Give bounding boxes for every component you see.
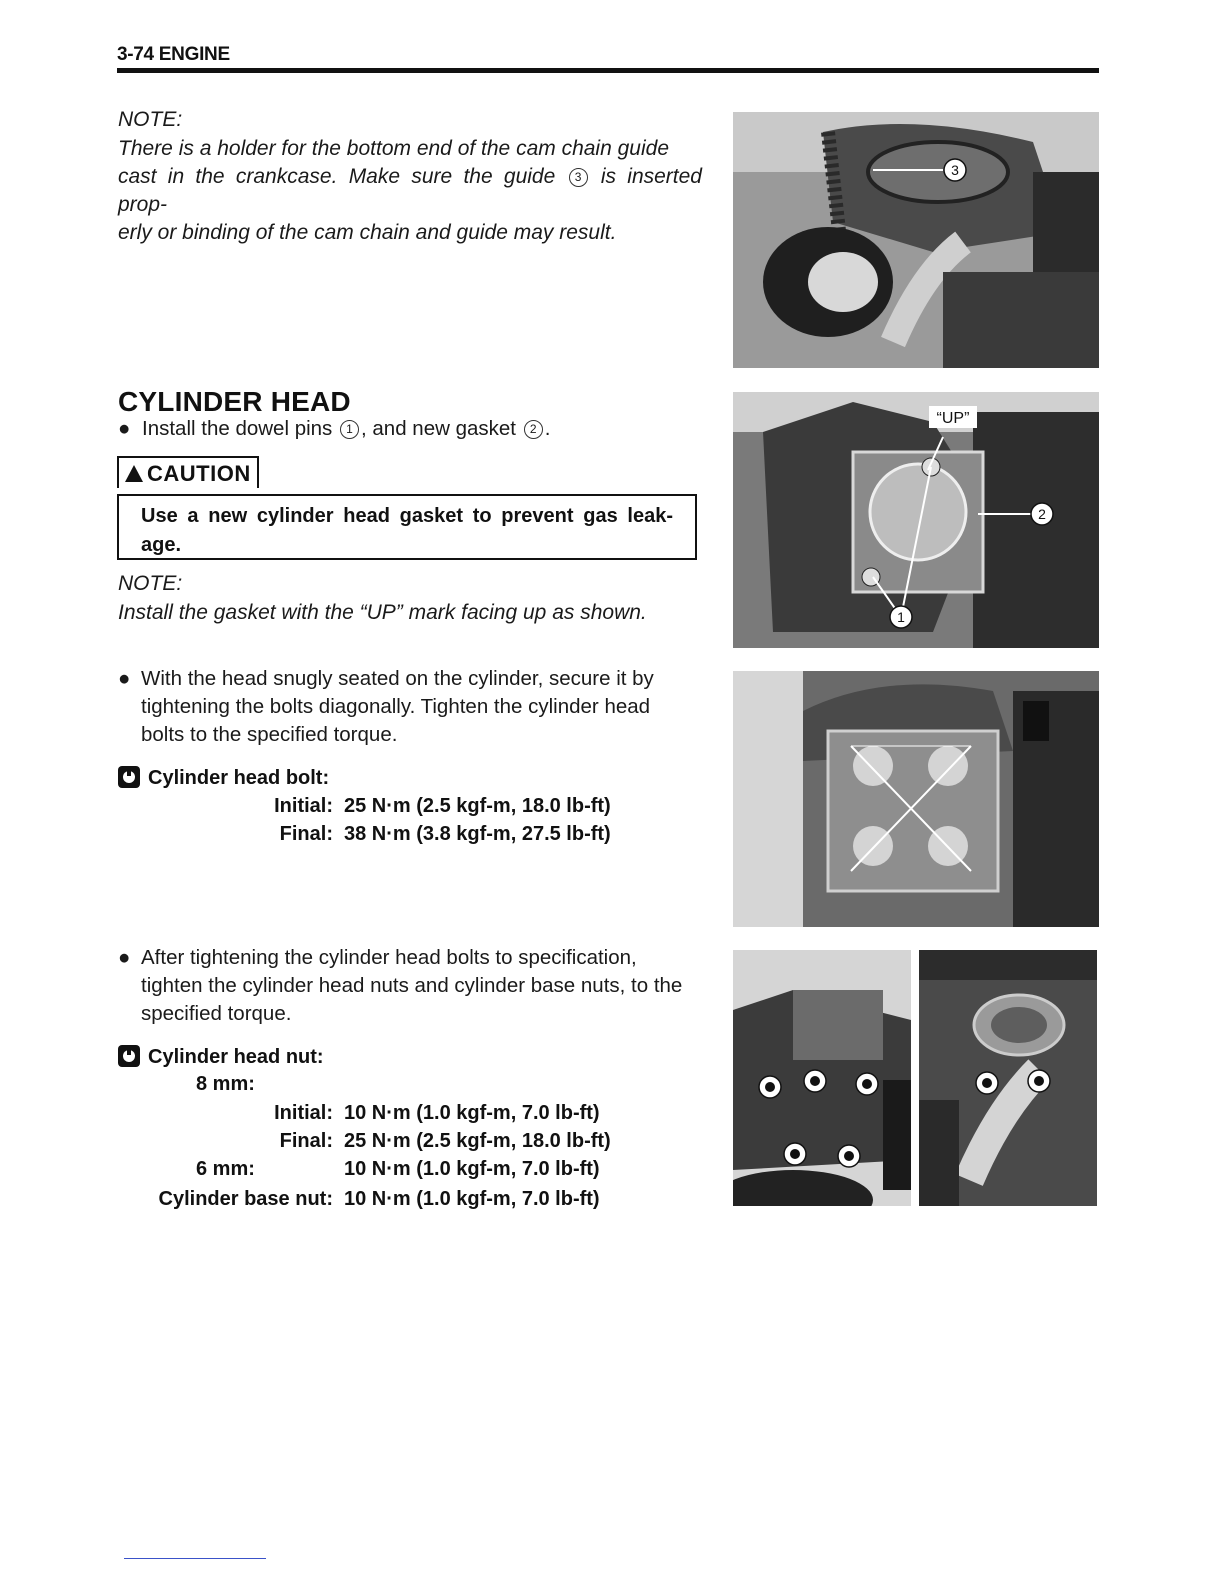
torque-wrench-icon — [118, 1045, 140, 1067]
bullet-item — [118, 415, 718, 443]
note-line: erly or binding of the cam chain and guide may result. — [118, 221, 617, 244]
bullet-item — [118, 944, 700, 1028]
spec-title-text: Cylinder head nut: — [148, 1046, 324, 1068]
caution-label-text: CAUTION — [147, 461, 251, 486]
spec-title-text: Cylinder head bolt: — [148, 767, 330, 789]
spec-value: 25 N·m (2.5 kgf-m, 18.0 lb-ft) — [344, 1130, 611, 1152]
caution-box: Use a new cylinder head gasket to prevent gas leak-age. — [117, 494, 697, 560]
spec-value: 38 N·m (3.8 kgf-m, 27.5 lb-ft) — [344, 823, 611, 845]
callout-number: 1 — [340, 420, 359, 439]
bullet-line: With the head snugly seated on the cylinder, secure it by — [141, 667, 654, 690]
spec-label: Initial: — [274, 1102, 333, 1124]
page-header-title: 3-74 ENGINE — [117, 44, 230, 65]
photo-head-nuts-left — [733, 950, 911, 1206]
spec-label: Final: — [279, 823, 333, 845]
photo-cylinder-gasket — [733, 392, 1099, 648]
spec-title — [118, 1045, 324, 1069]
bullet-icon: ● — [118, 946, 131, 969]
bullet-icon: ● — [118, 667, 131, 690]
bullet-line: tighten the cylinder head nuts and cylinder base nuts, to the — [141, 974, 683, 997]
section-title: CYLINDER HEAD — [118, 386, 351, 417]
bullet-text: Install the dowel pins — [142, 417, 339, 440]
bullet-line: tightening the bolts diagonally. Tighten the cylinder head — [141, 695, 651, 718]
note-line: There is a holder for the bottom end of the cam chain guide — [118, 137, 669, 160]
bullet-item — [118, 665, 700, 749]
note-text — [118, 135, 702, 247]
photo-callout: 3 — [951, 162, 959, 178]
warning-icon — [125, 465, 143, 482]
photo-bolt-tightening-pattern — [733, 671, 1099, 927]
spec-label: Cylinder base nut: — [158, 1188, 333, 1210]
header-rule — [117, 68, 1099, 73]
bullet-text: . — [544, 417, 551, 440]
spec-title — [118, 766, 329, 790]
callout-number: 3 — [569, 168, 588, 187]
note-line-part: is inserted prop- — [118, 165, 702, 216]
spec-value: 25 N·m (2.5 kgf-m, 18.0 lb-ft) — [344, 795, 611, 817]
note-label: NOTE: — [118, 572, 183, 595]
bullet-line: After tightening the cylinder head bolts to specification, — [141, 946, 637, 969]
torque-wrench-icon — [118, 766, 140, 788]
spec-value: 10 N·m (1.0 kgf-m, 7.0 lb-ft) — [344, 1188, 600, 1210]
spec-value: 10 N·m (1.0 kgf-m, 7.0 lb-ft) — [344, 1102, 600, 1124]
photo-cam-chain-guide — [733, 112, 1099, 368]
note-text: Install the gasket with the “UP” mark facing up as shown. — [118, 601, 647, 624]
photo-up-label: “UP” — [936, 410, 970, 427]
spec-label: 8 mm: — [196, 1073, 255, 1095]
bullet-text: , and new gasket — [361, 417, 522, 440]
footer-rule — [124, 1558, 266, 1559]
note-label: NOTE: — [118, 108, 183, 131]
spec-label: Initial: — [274, 795, 333, 817]
spec-label: 6 mm: — [196, 1158, 255, 1180]
spec-value: 10 N·m (1.0 kgf-m, 7.0 lb-ft) — [344, 1158, 600, 1180]
photo-callout: 1 — [897, 609, 905, 625]
spec-label: Final: — [279, 1130, 333, 1152]
caution-label — [117, 456, 259, 488]
note-line — [118, 163, 702, 219]
photo-head-nuts-right — [919, 950, 1097, 1206]
note-line-part: cast in the crankcase. Make sure the guide — [118, 165, 567, 188]
callout-number: 2 — [524, 420, 543, 439]
bullet-line: specified torque. — [141, 1002, 292, 1025]
bullet-icon: ● — [118, 417, 131, 440]
bullet-line: bolts to the specified torque. — [141, 723, 398, 746]
photo-callout: 2 — [1038, 506, 1046, 522]
